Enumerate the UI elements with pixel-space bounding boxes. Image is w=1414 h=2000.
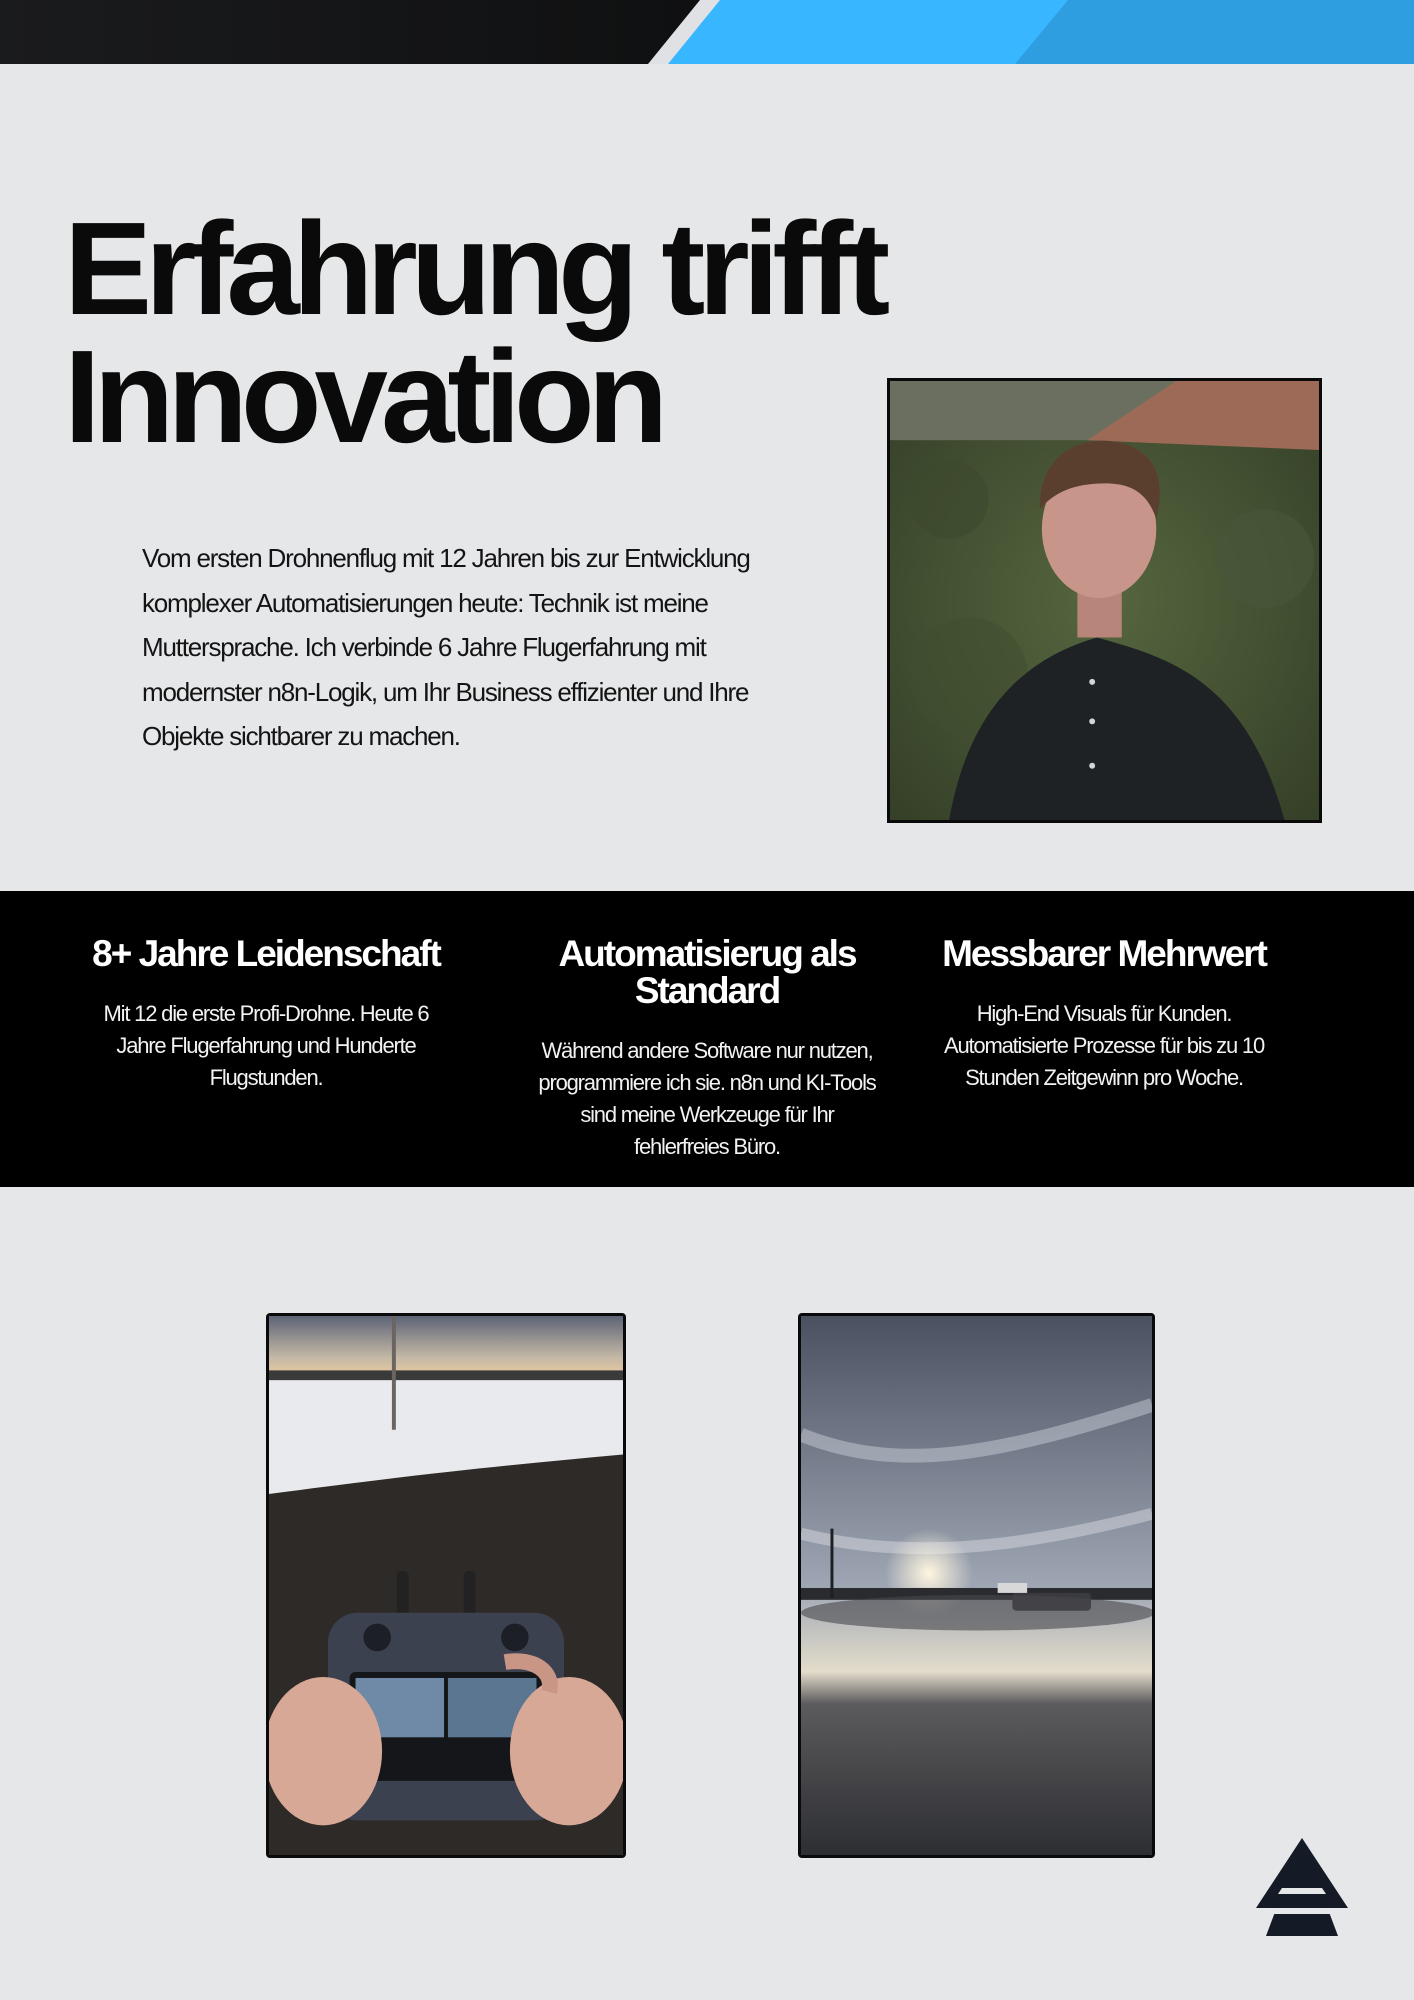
top-banner <box>0 0 1414 64</box>
feature-automation <box>532 935 882 1163</box>
feature-value <box>929 935 1279 1094</box>
feature-title: Automatisierug als Standard <box>558 933 856 1011</box>
feature-title: 8+ Jahre Leidenschaft <box>92 933 440 974</box>
portrait-photo <box>887 378 1322 823</box>
intro-paragraph: Vom ersten Drohnenflug mit 12 Jahren bis zur Entwicklung komplexer Automatisierungen heute: Technik ist meine Muttersprache. Ich verbinde 6 Jahre Flugerfahrung mit modernster n8n-Logik, um Ihr Business effizienter und Ihre Objekte sichtbarer zu machen. <box>142 543 750 751</box>
title-line-2: Innovation <box>64 323 662 470</box>
feature-text: Mit 12 die erste Profi-Drohne. Heute 6 Jahre Flugerfahrung und Hunderte Flugstunden. <box>103 1001 429 1090</box>
feature-experience <box>91 935 441 1094</box>
drone-controller-photo <box>266 1313 626 1858</box>
drone-sunset-photo <box>798 1313 1155 1858</box>
features-band <box>0 891 1414 1187</box>
page-title <box>64 195 924 470</box>
title-line-1: Erfahrung trifft <box>64 195 884 342</box>
feature-text: Während andere Software nur nutzen, programmiere ich sie. n8n und KI-Tools sind meine Werkzeuge für Ihr fehlerfreies Büro. <box>538 1038 876 1159</box>
feature-title: Messbarer Mehrwert <box>942 933 1266 974</box>
triangle-logo-icon <box>1256 1838 1348 1938</box>
feature-text: High-End Visuals für Kunden. Automatisierte Prozesse für bis zu 10 Stunden Zeitgewinn pro Woche. <box>944 1001 1264 1090</box>
